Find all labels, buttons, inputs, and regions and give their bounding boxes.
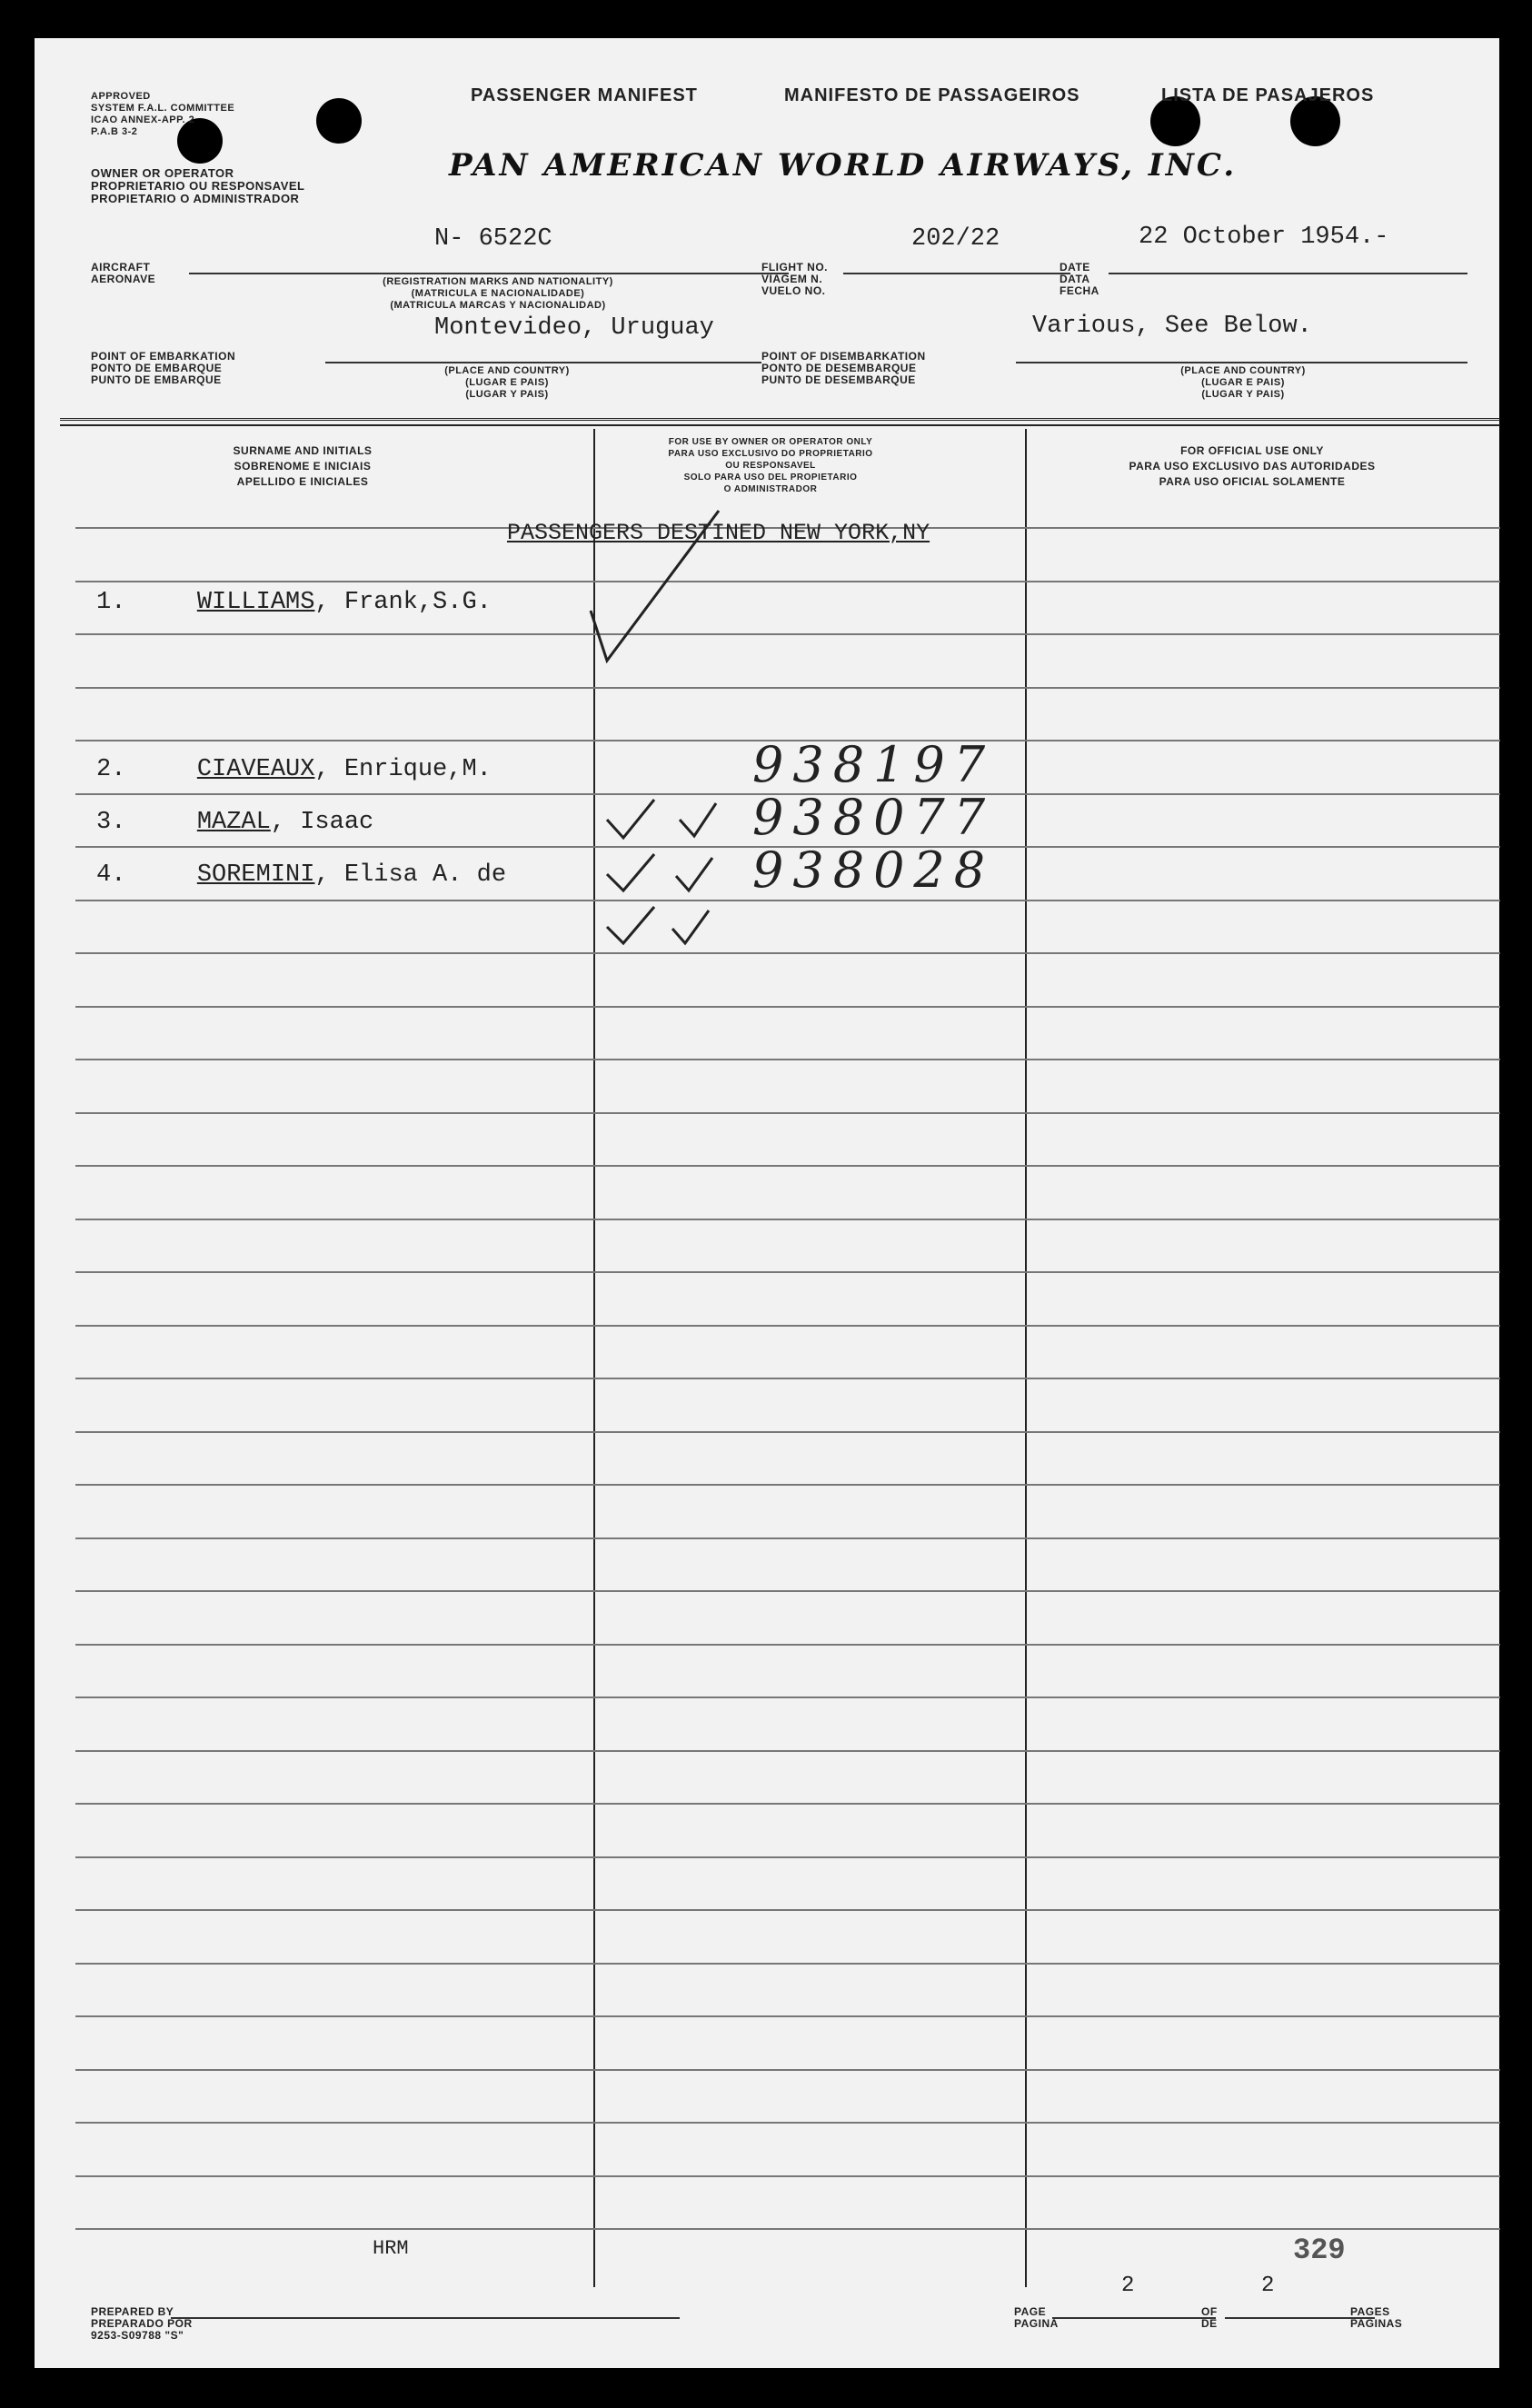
handwritten-number: 938077: [752, 789, 995, 846]
ruled-line: [75, 1219, 1500, 1220]
prepared-by-line: [171, 2317, 680, 2319]
embarkation-caption: [371, 365, 643, 401]
ruled-line: [75, 1378, 1500, 1379]
aircraft-value: N- 6522C: [434, 225, 552, 253]
ruled-line: [75, 687, 1500, 689]
embarkation-line: [325, 362, 761, 363]
title-spanish: LISTA DE PASAJEROS: [1161, 85, 1375, 105]
passenger-surname: MAZAL: [196, 809, 271, 836]
disembarkation-label: [761, 351, 926, 386]
embarkation-value: Montevideo, Uruguay: [434, 314, 714, 342]
disembarkation-label-line: POINT OF DISEMBARKATION: [761, 350, 926, 363]
punch-hole: [316, 98, 362, 144]
disembarkation-line: [1016, 362, 1467, 363]
section-heading: PASSENGERS DESTINED NEW YORK,NY: [507, 520, 930, 546]
date-value: 22 October 1954.-: [1139, 224, 1389, 251]
column-header-line: PARA USO EXCLUSIVO DO PROPRIETARIO: [668, 449, 873, 459]
column-header-line: PARA USO OFICIAL SOLAMENTE: [1159, 475, 1346, 488]
page-line: [1052, 2317, 1216, 2319]
registration-caption-line: (MATRICULA MARCAS Y NACIONALIDAD): [390, 300, 606, 311]
place-caption-line: (PLACE AND COUNTRY): [1180, 365, 1306, 376]
date-label-line: DATA: [1059, 273, 1090, 285]
ruled-line: [75, 1750, 1500, 1752]
ruled-line: [75, 1484, 1500, 1486]
registration-caption-line: (MATRICULA E NACIONALIDADE): [411, 288, 585, 299]
ruled-line: [75, 1590, 1500, 1592]
embarkation-label: [91, 351, 235, 386]
ruled-line: [75, 1803, 1500, 1805]
handwritten-number: 938197: [752, 736, 995, 793]
column-divider: [1025, 429, 1027, 2287]
title-english: PASSENGER MANIFEST: [471, 85, 698, 105]
passenger-given-name: , Enrique,M.: [314, 756, 492, 783]
owner-label-line: OWNER OR OPERATOR: [91, 166, 234, 180]
column-header-line: FOR USE BY OWNER OR OPERATOR ONLY: [668, 437, 873, 447]
embarkation-label-line: POINT OF EMBARKATION: [91, 350, 236, 363]
disembarkation-value: Various, See Below.: [1032, 313, 1312, 340]
column-header-line: PARA USO EXCLUSIVO DAS AUTORIDADES: [1129, 460, 1376, 473]
approval-line: APPROVED: [91, 91, 151, 102]
column-header-line: SOBRENOME E INICIAIS: [234, 460, 372, 473]
aircraft-line: [189, 273, 789, 274]
ruled-line: [75, 1271, 1500, 1273]
ruled-line: [75, 1697, 1500, 1698]
column-header-line: APELLIDO E INICIALES: [236, 475, 369, 488]
ruled-line: [75, 1909, 1500, 1911]
place-caption-line: (PLACE AND COUNTRY): [444, 365, 570, 376]
passenger-given-name: , Isaac: [270, 809, 374, 836]
passenger-given-name: , Frank,S.G.: [314, 589, 492, 616]
pages-label-line: PAGINAS: [1350, 2317, 1403, 2330]
table-top-rule: [60, 418, 1500, 426]
ruled-line: [75, 2228, 1500, 2230]
flight-value: 202/22: [911, 225, 1000, 253]
page-value: 2: [1121, 2274, 1135, 2298]
date-label-line: DATE: [1059, 261, 1090, 274]
ruled-line: [75, 1644, 1500, 1646]
owner-label-line: PROPRIETARIO OU RESPONSAVEL: [91, 179, 305, 193]
passenger-row: [96, 756, 492, 783]
prepared-label-line: PREPARED BY: [91, 2305, 174, 2318]
prepared-by-label: [91, 2306, 193, 2342]
ruled-line: [75, 2015, 1500, 2017]
column-header-line: OU RESPONSAVEL: [725, 461, 816, 471]
passenger-row: [96, 861, 506, 889]
passenger-number: 3.: [96, 809, 126, 836]
passenger-row: [96, 589, 492, 616]
form-number: 9253-S09788 "S": [91, 2329, 184, 2342]
of-label-line: DE: [1201, 2317, 1218, 2330]
date-label-line: FECHA: [1059, 284, 1099, 297]
place-caption-line: (LUGAR Y PAIS): [1201, 389, 1285, 400]
passenger-surname: SOREMINI: [196, 861, 315, 889]
flight-line: [843, 273, 1070, 274]
passenger-number: 2.: [96, 756, 126, 783]
column-header-line: SURNAME AND INITIALS: [233, 444, 373, 457]
check-mark-icon: [587, 502, 723, 665]
official-column-header: [1052, 443, 1452, 490]
ruled-line: [75, 2175, 1500, 2177]
owner-label-line: PROPIETARIO O ADMINISTRADOR: [91, 192, 300, 205]
flight-label: [761, 262, 828, 297]
aircraft-label-line: AIRCRAFT: [91, 261, 151, 274]
ruled-line: [75, 1112, 1500, 1114]
manifest-sheet: [35, 38, 1499, 2368]
passenger-number: 1.: [96, 589, 126, 616]
aircraft-label-line: AERONAVE: [91, 273, 156, 285]
ruled-line: [75, 1537, 1500, 1539]
disembarkation-label-line: PUNTO DE DESEMBARQUE: [761, 373, 916, 386]
disembarkation-label-line: PONTO DE DESEMBARQUE: [761, 362, 917, 374]
flight-label-line: FLIGHT NO.: [761, 261, 828, 274]
ruled-line: [75, 1059, 1500, 1060]
ruled-line: [75, 2069, 1500, 2071]
passenger-surname: CIAVEAUX: [196, 756, 315, 783]
embarkation-label-line: PUNTO DE EMBARQUE: [91, 373, 222, 386]
registration-caption-line: (REGISTRATION MARKS AND NATIONALITY): [383, 276, 613, 287]
ruled-line: [75, 1165, 1500, 1167]
place-caption-line: (LUGAR E PAIS): [1201, 377, 1285, 388]
ruled-line: [75, 1963, 1500, 1965]
ruled-line: [75, 1431, 1500, 1433]
date-line: [1109, 273, 1467, 274]
column-header-line: O ADMINISTRADOR: [723, 484, 818, 494]
owner-column-header: [616, 436, 925, 495]
disembarkation-caption: [1107, 365, 1379, 401]
column-header-line: SOLO PARA USO DEL PROPIETARIO: [683, 473, 858, 483]
stamp-number: 329: [1293, 2234, 1346, 2267]
owner-label: [91, 167, 305, 205]
date-label: [1059, 262, 1099, 297]
ruled-line: [75, 1856, 1500, 1858]
page-label-line: PAGE: [1014, 2305, 1047, 2318]
passenger-row: [96, 809, 373, 836]
approval-block: [91, 91, 234, 138]
total-pages-value: 2: [1261, 2274, 1275, 2298]
pages-label-line: PAGES: [1350, 2305, 1390, 2318]
approval-line: ICAO ANNEX-APP. 2: [91, 114, 195, 125]
approval-line: SYSTEM F.A.L. COMMITTEE: [91, 103, 235, 114]
place-caption-line: (LUGAR Y PAIS): [465, 389, 549, 400]
ruled-line: [75, 2122, 1500, 2124]
airline-logo: PAN AMERICAN WORLD AIRWAYS, INC.: [449, 147, 1238, 184]
aircraft-label: [91, 262, 155, 285]
of-label: [1201, 2306, 1218, 2330]
embarkation-label-line: PONTO DE EMBARQUE: [91, 362, 223, 374]
place-caption-line: (LUGAR E PAIS): [465, 377, 549, 388]
ruled-line: [75, 633, 1500, 635]
column-header-line: FOR OFFICIAL USE ONLY: [1180, 444, 1324, 457]
ruled-line: [75, 581, 1500, 582]
flight-label-line: VUELO NO.: [761, 284, 826, 297]
ruled-line: [75, 1006, 1500, 1008]
ruled-line: [75, 952, 1500, 954]
registration-caption: [289, 276, 707, 312]
ruled-line: [75, 1325, 1500, 1327]
prepared-label-line: PREPARADO POR: [91, 2317, 193, 2330]
surname-column-header: [171, 443, 434, 490]
pages-label: [1350, 2306, 1402, 2330]
passenger-given-name: , Elisa A. de: [314, 861, 507, 889]
handwritten-number: 938028: [752, 841, 995, 899]
ruled-line: [75, 900, 1500, 901]
passenger-number: 4.: [96, 861, 126, 889]
passenger-surname: WILLIAMS: [196, 589, 315, 616]
approval-line: P.A.B 3-2: [91, 126, 138, 137]
title-portuguese: MANIFESTO DE PASSAGEIROS: [784, 85, 1080, 105]
prepared-by-initials: HRM: [373, 2237, 409, 2260]
page-label-line: PAGINA: [1014, 2317, 1059, 2330]
flight-label-line: VIAGEM N.: [761, 273, 823, 285]
of-label-line: OF: [1201, 2305, 1218, 2318]
column-divider: [593, 429, 595, 2287]
